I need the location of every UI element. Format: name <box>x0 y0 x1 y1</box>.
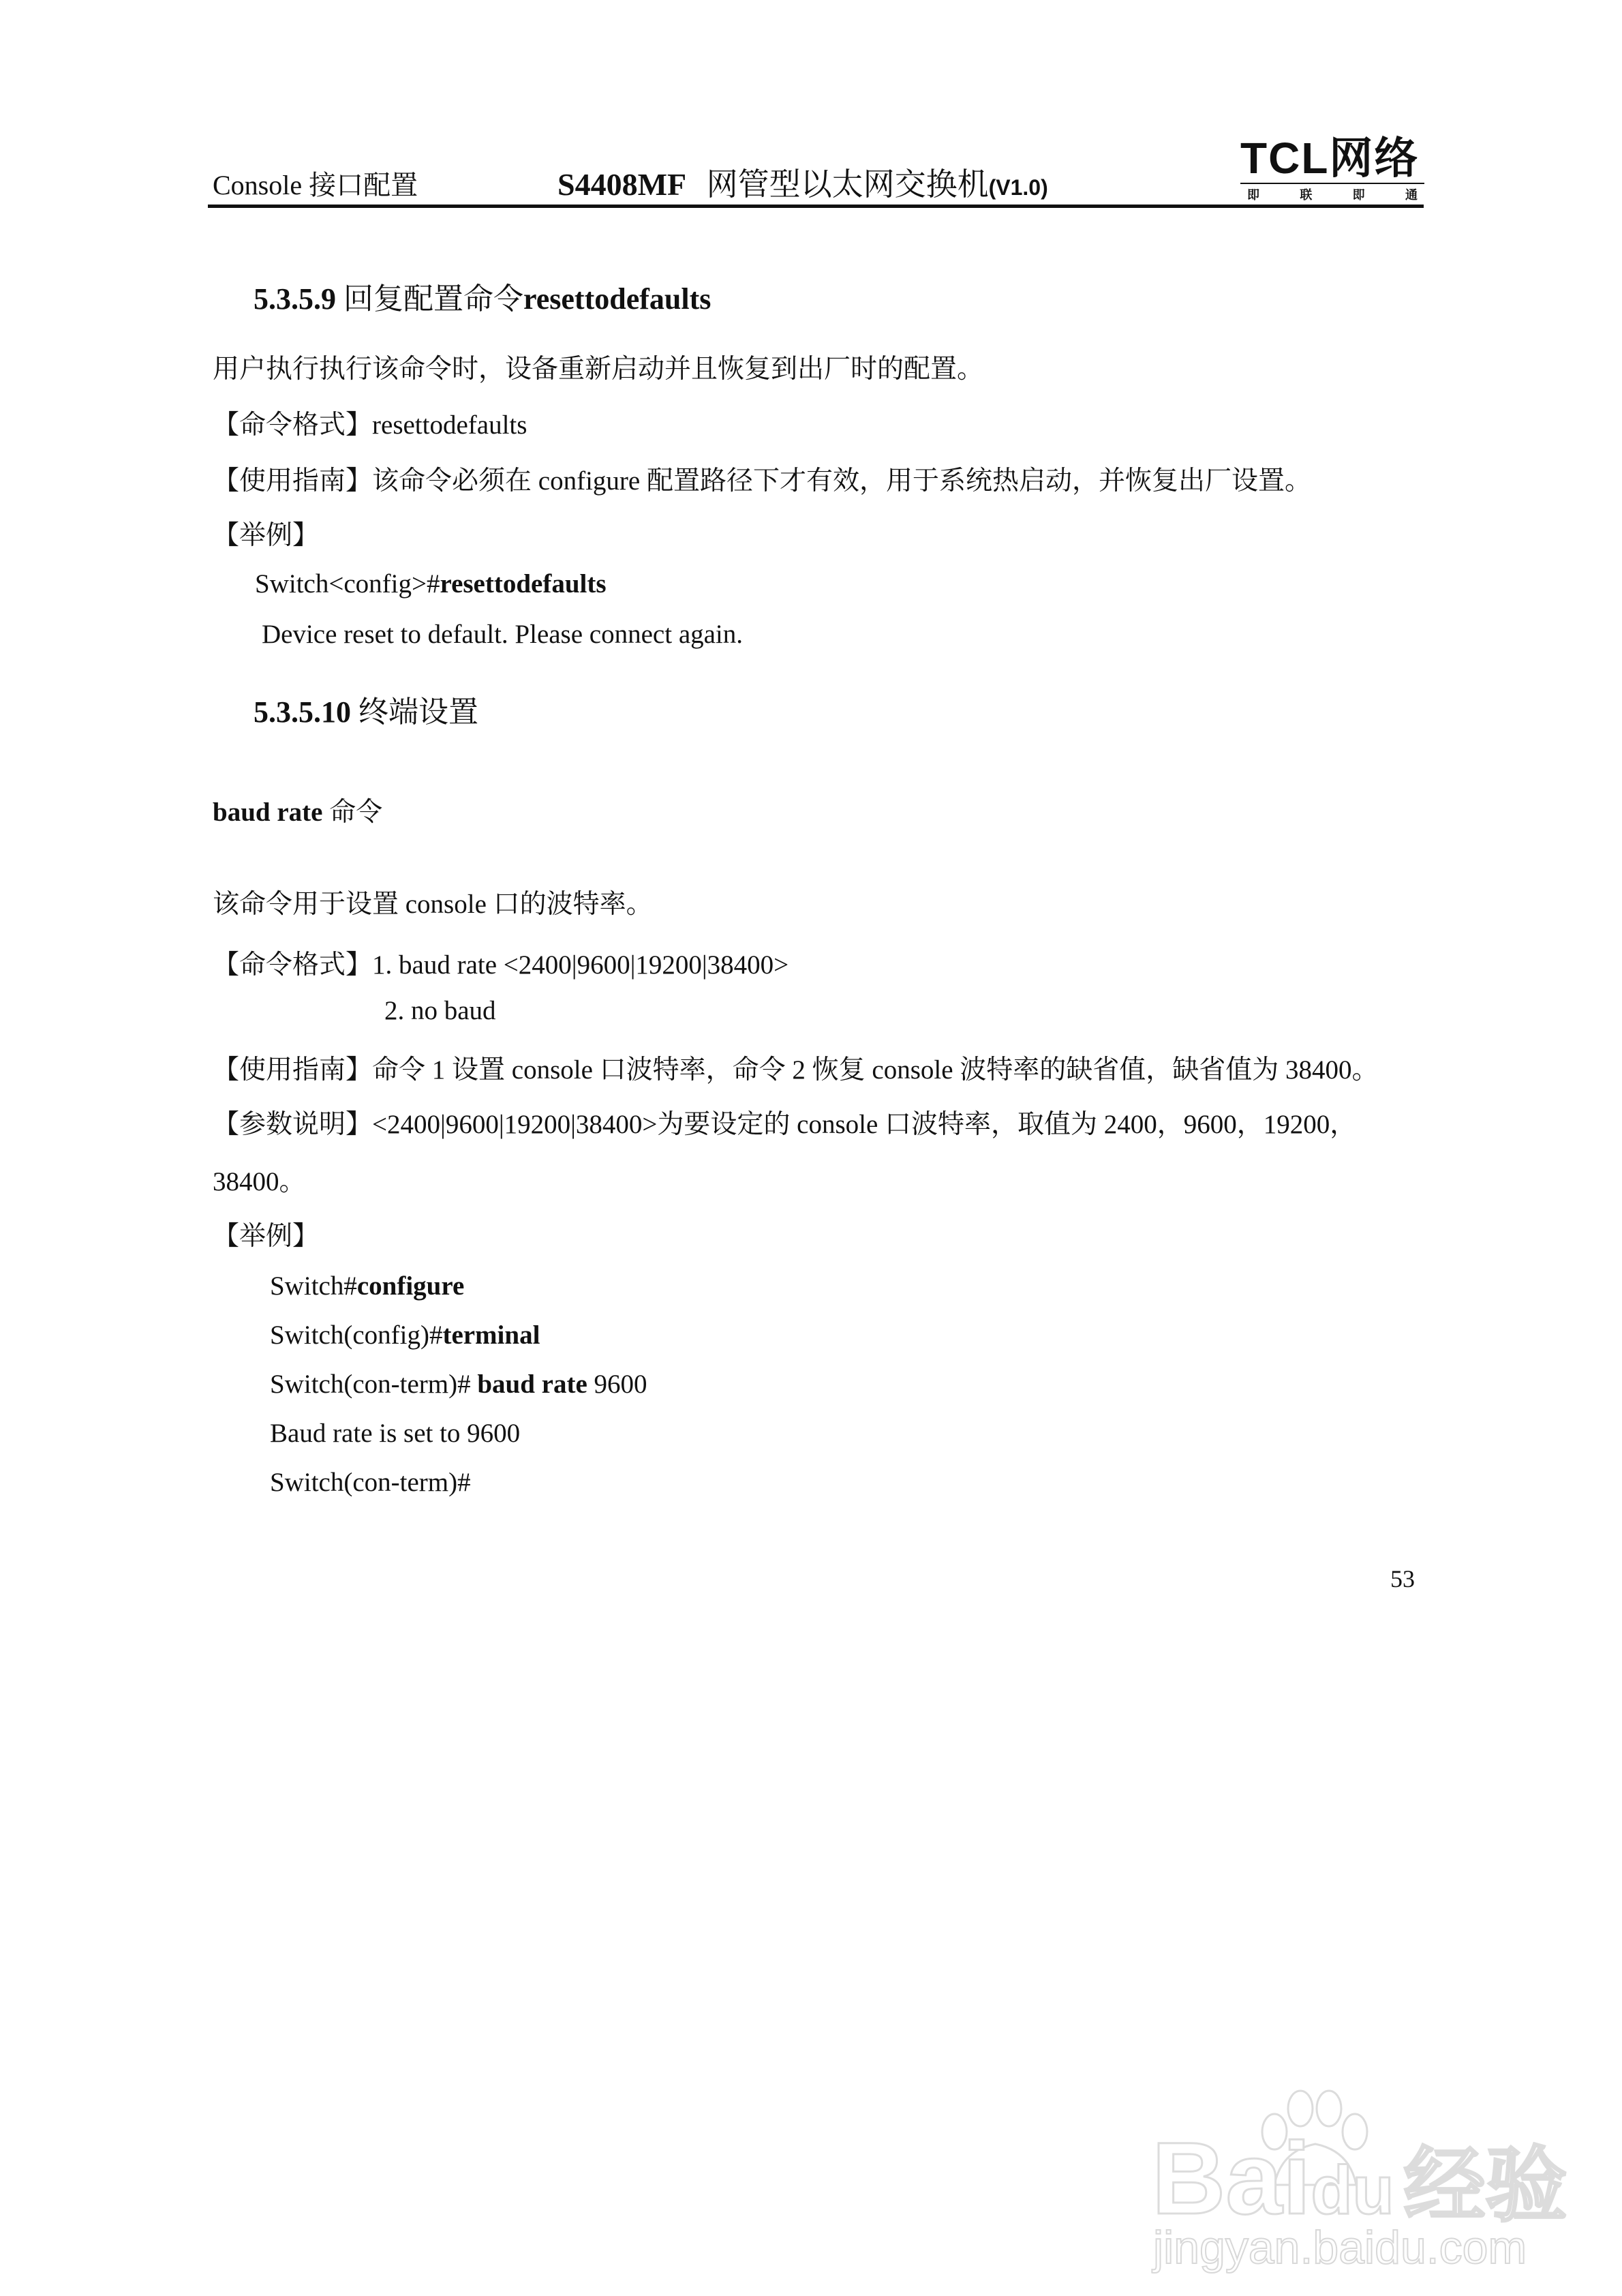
label: 【参数说明】 <box>213 1110 373 1139</box>
slogan-char: 即 <box>1247 188 1259 202</box>
header-model: S4408MF <box>557 167 687 202</box>
example-line: Switch(con-term)# <box>270 1468 471 1497</box>
usage-guide-text: 命令 1 设置 console 口波特率，命令 2 恢复 console 波特率的缺省值，缺省值为 38400。 <box>372 1055 1379 1085</box>
prompt: Switch(config)# <box>270 1320 443 1350</box>
section-title-command: resettodefaults <box>523 282 711 316</box>
logo-slogan <box>1240 184 1424 203</box>
subheading-suffix: 命令 <box>322 798 383 827</box>
example-output: Baud rate is set to 9600 <box>270 1419 521 1448</box>
section-description: 用户执行执行该命令时，设备重新启动并且恢复到出厂时的配置。 <box>213 354 984 384</box>
section-number: 5.3.5.9 <box>254 282 336 316</box>
page-number: 53 <box>1390 1565 1415 1592</box>
section-title: 回复配置命令 <box>343 282 523 316</box>
example-line <box>270 1320 540 1350</box>
command: configure <box>356 1271 465 1301</box>
command: resettodefaults <box>440 569 607 599</box>
parameter-text-continued: 38400。 <box>213 1167 306 1196</box>
section-title: 终端设置 <box>358 695 478 729</box>
usage-guide <box>213 459 1311 498</box>
logo-part: du <box>1311 2152 1394 2229</box>
header-section-title: Console 接口配置 <box>213 170 418 200</box>
usage-guide-text: 该命令必须在 configure 配置路径下才有效，用于系统热启动，并恢复出厂设置。 <box>372 466 1311 496</box>
example-label: 【举例】 <box>213 521 320 550</box>
label: 【命令格式】 <box>213 950 373 980</box>
header-version: (V1.0) <box>988 175 1048 200</box>
section-heading-5-3-5-10 <box>254 687 478 731</box>
command-format <box>213 404 527 442</box>
prompt: Switch# <box>270 1271 357 1301</box>
command-format-value: resettodefaults <box>372 410 527 440</box>
slogan-char: 通 <box>1405 188 1418 202</box>
command-format <box>213 943 789 982</box>
section-description: 该命令用于设置 console 口的波特率。 <box>213 890 653 919</box>
label: 【使用指南】 <box>213 466 373 496</box>
watermark-url: jingyan.baidu.com <box>1153 2222 1527 2274</box>
command-format-line: 1. baud rate <2400|9600|19200|38400> <box>372 950 789 980</box>
example-line <box>255 569 607 599</box>
argument: 9600 <box>587 1370 647 1399</box>
logo-part: 经验 <box>1403 2140 1567 2231</box>
example-line <box>270 1369 647 1400</box>
parameter-description <box>213 1103 1356 1141</box>
command-format-line: 2. no baud <box>384 996 496 1025</box>
parameter-text: <2400|9600|19200|38400>为要设定的 console 口波特率，取值为 2400，9600，19200， <box>372 1110 1357 1139</box>
logo-main-text: TCL网络 <box>1240 134 1420 183</box>
example-output: Device reset to default. Please connect again. <box>262 620 744 649</box>
command: baud rate <box>477 1370 587 1399</box>
header-product: 网管型以太网交换机 <box>706 167 989 202</box>
slogan-char: 联 <box>1300 188 1313 202</box>
logo-part: Bai <box>1152 2121 1311 2235</box>
header-rule <box>208 205 1424 208</box>
example-line <box>270 1271 464 1301</box>
section-number: 5.3.5.10 <box>254 695 351 729</box>
usage-guide <box>213 1048 1379 1087</box>
prompt: Switch(con-term)# <box>270 1370 478 1399</box>
baidu-jingyan-watermark <box>1152 2052 1567 2274</box>
subheading-baud-rate <box>213 791 382 829</box>
header-document-title <box>557 160 1048 205</box>
tcl-network-logo <box>1240 134 1424 202</box>
section-heading-5-3-5-9 <box>254 274 711 318</box>
label: 【命令格式】 <box>213 410 373 440</box>
slogan-char: 即 <box>1352 188 1365 202</box>
prompt: Switch<config># <box>255 569 440 599</box>
subheading-command: baud rate <box>213 798 323 827</box>
command: terminal <box>442 1320 540 1350</box>
example-label: 【举例】 <box>213 1222 320 1251</box>
label: 【使用指南】 <box>213 1055 373 1085</box>
